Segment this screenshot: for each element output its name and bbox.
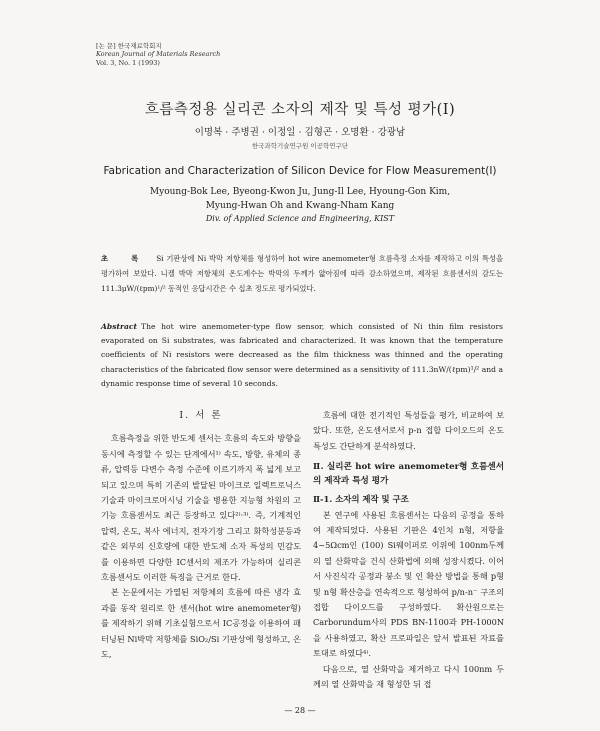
korean-abstract <box>101 251 503 297</box>
right-column <box>313 408 504 693</box>
english-abstract-text: The hot wire anemometer-type flow sensor, which consisted of Ni thin film resistors evaporated on Si substrates, was fabricated and characterized. It was known that the temperature coefficients of Ni resistors were decreased as the film thickness was thinned and the operating characteristics of the fabricated flow sensor were determined as a sensitivity of 111.3nW/(ℓpm)¹/² and a dynamic response time of several 10 seconds. <box>101 322 503 388</box>
journal-line-korean: [논 문] 한국재료학회지 <box>96 42 162 50</box>
english-authors-line-1: Myoung-Bok Lee, Byeong-Kwon Ju, Jung-Il Lee, Hyoung-Gon Kim, <box>149 187 451 197</box>
journal-header <box>96 42 220 67</box>
left-column <box>101 408 301 663</box>
english-abstract <box>101 320 503 391</box>
korean-abstract-label: 초 록 <box>101 254 149 263</box>
korean-affiliation: 한국과학기술연구원 이공학연구단 <box>251 142 349 150</box>
english-authors-line-2: Myung-Hwan Oh and Kwang-Nham Kang <box>205 201 395 211</box>
korean-title: 흐름측정용 실리콘 소자의 제작 및 특성 평가(Ⅰ) <box>144 102 456 118</box>
english-affiliation: Div. of Applied Science and Engineering, KIST <box>205 214 395 223</box>
journal-line-english: Korean Journal of Materials Research <box>96 50 221 59</box>
korean-authors: 이명복 · 주병권 · 이정일 · 김형곤 · 오명환 · 강광남 <box>194 127 406 138</box>
section-1-paragraph-2: 본 논문에서는 가열된 저항체의 흐름에 따른 냉각 효과를 동작 원리로 한 센서(hot wire anemometer형)를 제작하기 위해 기초실험으로서 IC공정을 이용하여 패터닝된 Ni박막 저항체를 SiO₂/Si 기판상에 형성하고, 온도, <box>101 587 301 660</box>
section-2-1-heading: Ⅱ-1. 소자의 제작 및 구조 <box>313 494 409 505</box>
page-number: — 28 — <box>284 706 316 715</box>
section-2-paragraph-2: 다음으로, 열 산화막을 제거하고 다시 100nm 두께의 열 산화막을 재 형성한 뒤 접 <box>313 663 504 690</box>
english-abstract-label: Abstract <box>101 322 138 331</box>
section-1-paragraph-3: 흐름에 대한 전기적인 특성들을 평가, 비교하여 보았다. 또한, 온도센서로서 p-n 접합 다이오드의 온도특성도 간단하게 분석하였다. <box>313 410 504 451</box>
section-2-heading: Ⅱ. 실리콘 hot wire anemometer형 흐름센서의 제작과 특성 평가 <box>313 462 504 487</box>
section-2-paragraph-1: 본 연구에 사용된 흐름센서는 다음의 공정을 통하여 제작되었다. 사용된 기판은 4인치 n형, 저항율 4~5Ωcm인 (100) Si웨이퍼로 이위에 100nm두께의 열 산화막을 건식 산화법에 의해 성장시켰다. 이어서 사진식각 공정과 붕소 및 인 확산 방법을 통해 p형 및 n형 확산층을 연속적으로 형성하여 p/n-n⁻ 구조의 접합 다이오드를 구성하였다. 확산원으로는 Carborundum사의 PDS BN-1100과 PH-1000N을 사용하였고, 확산 프로파일은 앞서 발표된 자료를 토대로 하였다⁴⁾. <box>313 509 504 659</box>
section-1-paragraph-1: 흐름측정을 위한 반도체 센서는 흐름의 속도와 방향을 동시에 측정할 수 있는 단계에서¹⁾ 속도, 방향, 유체의 종류, 압력등 다변수 측정 수준에 이르기까지 폭 넓게 보고되고 있으며 특히 기존의 발달된 마이크로 일렉트로닉스 기술과 마이크로머시닝 기술을 병용한 지능형 차원의 고기능 흐름센서도 최근 등장하고 있다²⁾·³⁾. 즉, 기계적인 압력, 온도, 복사 에너지, 전자기장 그리고 화학성분등과 같은 외부의 신호량에 대한 반도체 소자 특성의 민감도를 이용하면 다양한 IC센서의 제조가 가능하며 실리콘 흐름센서도 이러한 특징을 근거로 한다. <box>101 433 301 583</box>
journal-volume: Vol. 3, No. 1 (1993) <box>96 58 160 67</box>
english-authors <box>0 185 600 213</box>
korean-abstract-text: Si 기판상에 Ni 박막 저항체를 형성하여 hot wire anemometer형 흐름측정 소자를 제작하고 이의 특성을 평가하여 보았다. 니켈 박막 저항체의 온도계수는 박막의 두께가 얇아짐에 따라 감소하였으며, 제작된 흐름센서의 감도는 111.3μW/(ℓpm)¹/² 동적인 응답시간은 수 십초 정도로 평가되었다. <box>101 254 503 294</box>
english-title: Fabrication and Characterization of Silicon Device for Flow Measurement(Ⅰ) <box>103 165 497 177</box>
section-1-heading: Ⅰ. 서 론 <box>179 410 223 421</box>
